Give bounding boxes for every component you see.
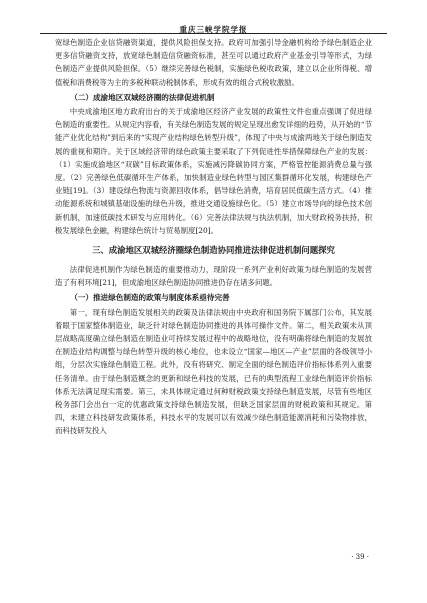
subsection-heading-1: （一）推进绿色制造的政策与制度体系亟待完善 [70, 293, 230, 303]
running-header [40, 17, 387, 34]
section-heading-2: （二）成渝地区双城经济圈的法律促进机制 [70, 92, 215, 102]
paragraph: 第一，现有绿色制造发展相关的政策及法律法规由中央政府和国务院下属部门公布，其发展着眼于国家整体制造业，缺乏针对绿色制造协同推进的具体可操作文件。第二，相关政策未从顶层战略高度确立绿色制造在制造业可持续发展过程中的战略地位，没有明确将绿色制造的发展放在制造业结构调整与绿色转型升级的核心地位，也未设立“国家—地区—产业”层面的各级领导小组，分层次实施绿色制造工程。此外，没有将研究、制定全面的绿色制造评价指标体系列入重要任务清单。由于绿色制造概念的更新和绿色科技的发展，已有的典型流程工业绿色制造评价指标体系无法满足现实需要。第三，未具体规定通过何种财税政策支持绿色制造发展，尽管有些地区税务部门会出台一定的优惠政策支持绿色制造发展，但缺乏国家层面的财税政策和其规定。第四，未建立科技研发政策体系，科技水平的发展可以有效减少绿色制造能源消耗和污染物排放，而科技研发投入 [55, 307, 372, 436]
paragraph-continued: 宽绿色制造企业信贷融资渠道，提供风险担保支持。政府可加强引导金融机构给予绿色制造企业更多信贷融资支持，放宽绿色制造信贷融资标准，甚至可以通过政府产业基金引导等形式，为绿色制造产业提供风险担保。（5）继续完善绿色税制，实施绿色税收政策，建立以企业所得税、增值税和消费税等为主的多税种联动税制体系，形成有效的组合式税收激励。 [55, 38, 372, 87]
page-number: · 39 · [351, 553, 369, 561]
article-body [55, 36, 372, 555]
section-heading-3: 三、成渝地区双城经济圈绿色制造协同推进法律促进机制问题探究 [92, 245, 335, 256]
paragraph: 中央成渝地区地方政府出台的关于成渝地区经济产业发展的政策性文件也重点强调了促进绿色制造的重要性。从规定内容看，有关绿色制造发展的规定呈现出愈发详细的趋势，从开始的“节能产业优化结构”到后来的“实现产业结构绿色转型升级”，体现了中央与成渝两地关于绿色制造发展的重视和期许。关于区域经济带的绿色政策主要采取了下列促进性举措保障绿色产业的发展：（1）实施成渝地区“双碳”目标政策体系，实施减污降碳协同方案，严格管控能源消费总量与强度。（2）完善绿色低碳循环生产体系，加快制造业绿色转型与园区集群循环化发展，构建绿色产业链[19]。（3）建设绿色物流与资源回收体系，倡导绿色消费，培育居民低碳生活方式。（4）推动能源系统和城镇基础设施的绿色升级，推进交通设施绿色化。（5）建立市场导向的绿色技术创新机制，加速低碳技术研发与应用转化。（6）完善法律法规与执法机制，加大财政税务扶持，积极发展绿色金融，构建绿色统计与贸易制度[20]。 [55, 107, 372, 235]
journal-title: 重庆三峡学院学报 [179, 25, 248, 34]
paragraph: 法律促进机制作为绿色制造的重要推动力，现阶段一系列产业利好政策为绿色制造的发展营造了有利环境[21]，但成渝地区绿色制造协同推进仍存在诸多问题。 [55, 265, 372, 288]
